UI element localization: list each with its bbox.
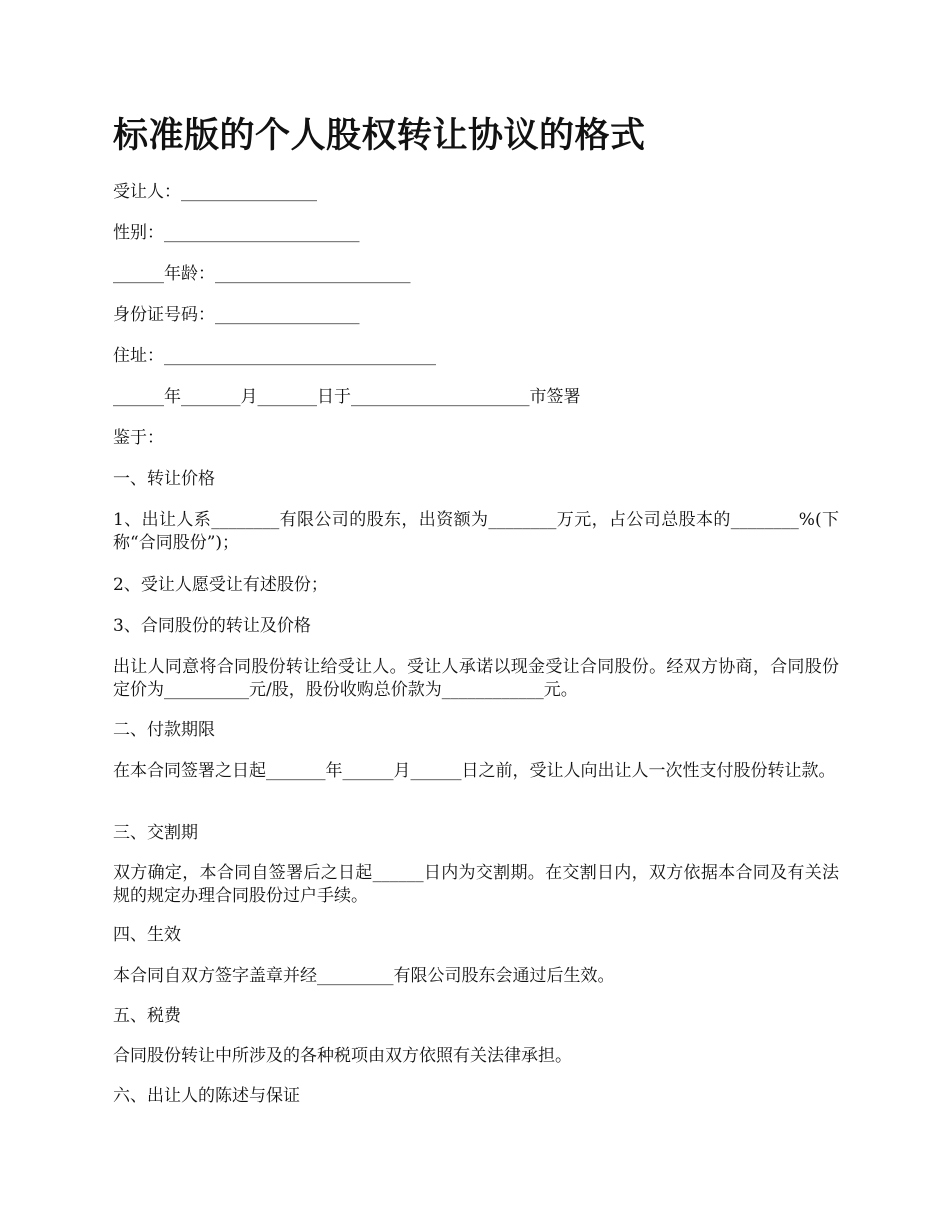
- clause-delivery-body: 双方确定，本合同自签署后之日起______日内为交割期。在交割日内，双方依据本合同及有关法规的规定办理合同股份过户手续。: [113, 863, 839, 906]
- id-number-field: 身份证号码：_________________: [113, 305, 360, 325]
- section-heading-taxes: 五、税费: [113, 1006, 181, 1026]
- section-heading-warranties: 六、出让人的陈述与保证: [113, 1086, 300, 1106]
- section-heading-payment: 二、付款期限: [113, 720, 215, 740]
- address-field: 住址：________________________________: [113, 346, 436, 366]
- age-field: ______年龄：_______________________: [113, 264, 411, 284]
- section-heading-price: 一、转让价格: [113, 469, 215, 489]
- document-title: 标准版的个人股权转让协议的格式: [113, 116, 646, 156]
- section-heading-effect: 四、生效: [113, 925, 181, 945]
- transferee-field: 受让人：________________: [113, 182, 317, 202]
- clause-1-1: 1、出让人系________有限公司的股东，出资额为________万元，占公司总股本的________%(下称“合同股份”)；: [113, 510, 839, 553]
- clause-1-body: 出让人同意将合同股份转让给受让人。受让人承诺以现金受让合同股份。经双方协商，合同股份定价为__________元/股，股份收购总价款为____________元。: [113, 657, 839, 700]
- section-heading-delivery: 三、交割期: [113, 823, 198, 843]
- clause-payment-body: 在本合同签署之日起_______年______月______日之前，受让人向出让人一次性支付股份转让款。: [113, 761, 836, 781]
- signed-date-field: ______年_______月_______日于_____________________市签署: [113, 387, 581, 407]
- clause-1-2: 2、受让人愿受让有述股份；: [113, 575, 328, 595]
- gender-field: 性别：_______________________: [113, 223, 360, 243]
- clause-effect-body: 本合同自双方签字盖章并经_________有限公司股东会通过后生效。: [113, 966, 615, 986]
- clause-taxes-body: 合同股份转让中所涉及的各种税项由双方依照有关法律承担。: [113, 1046, 572, 1066]
- whereas-label: 鉴于：: [113, 428, 164, 448]
- clause-1-3: 3、合同股份的转让及价格: [113, 616, 311, 636]
